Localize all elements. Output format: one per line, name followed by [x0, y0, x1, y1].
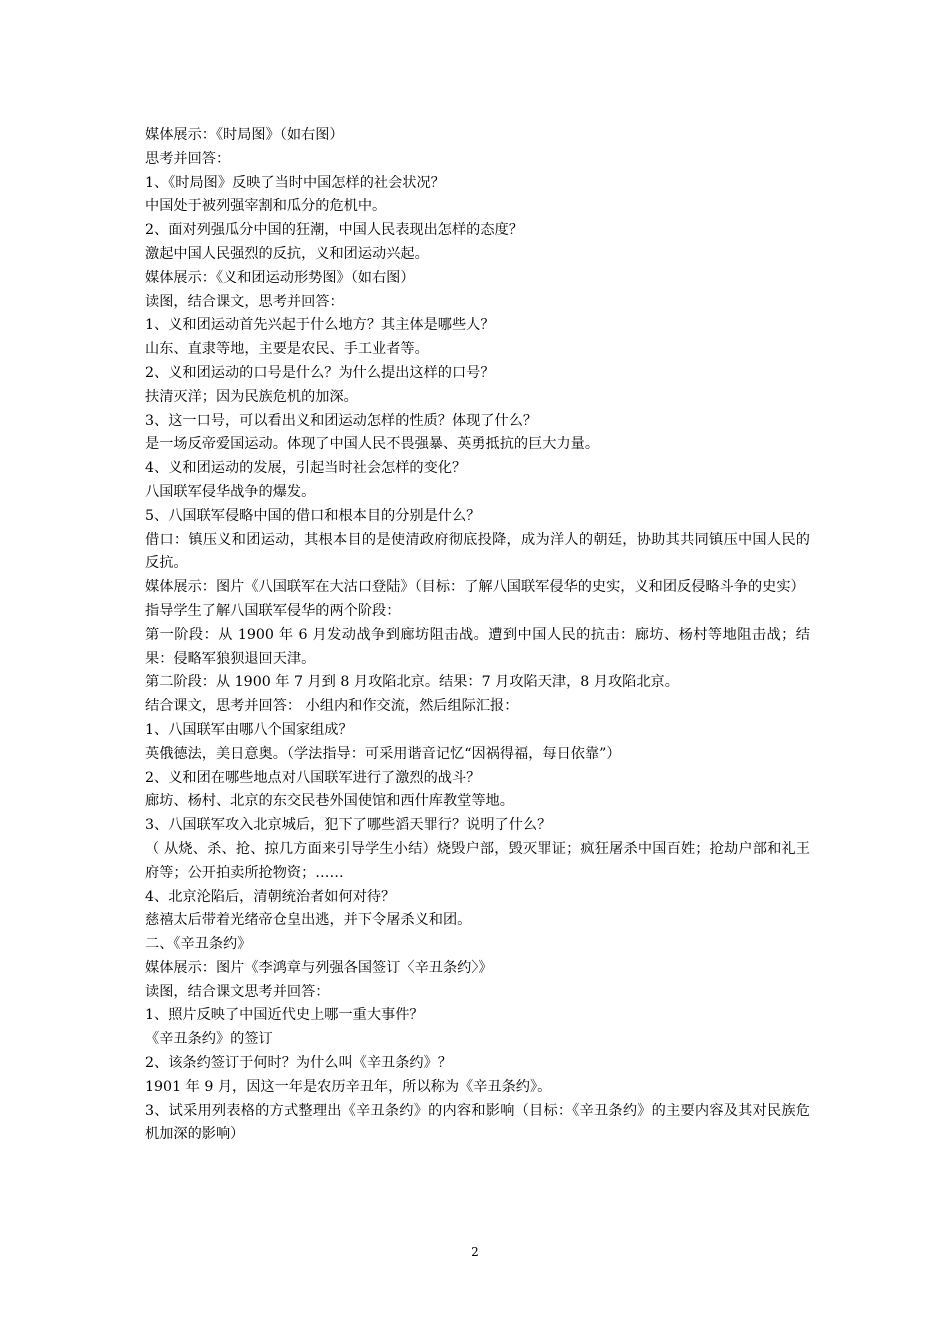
text-line: 激起中国人民强烈的反抗，义和团运动兴起。	[145, 245, 429, 262]
text-line: 2、该条约签订于何时？为什么叫《辛丑条约》？	[145, 1055, 452, 1072]
text-line: 1、八国联军由哪八个国家组成？	[145, 721, 353, 738]
text-paragraph: 3、试采用列表格的方式整理出《辛丑条约》的内容和影响（目标：《辛丑条约》的主要内容及其对民族危机加深的影响）	[145, 1102, 810, 1143]
text-paragraph: （ 从烧、杀、抢、掠几方面来引导学生小结）烧毁户部，毁灭罪证；疯狂屠杀中国百姓；抢劫户部和礼王府等；公开拍卖所抢物资；……	[145, 840, 810, 881]
text-line: 3、这一口号，可以看出义和团运动怎样的性质？体现了什么？	[145, 412, 538, 429]
text-paragraph: 借口：镇压义和团运动，其根本目的是使清政府彻底投降，成为洋人的朝廷，协助其共同镇压中国人民的反抗。	[145, 531, 810, 572]
text-line: 2、义和团运动的口号是什么？为什么提出这样的口号？	[145, 364, 495, 381]
text-line: 2、面对列强瓜分中国的狂潮，中国人民表现出怎样的态度？	[145, 222, 523, 239]
text-line: 扶清灭洋；因为民族危机的加深。	[145, 388, 358, 405]
text-line: 慈禧太后带着光绪帝仓皇出逃，并下令屠杀义和团。	[145, 912, 472, 929]
text-line: 八国联军侵华战争的爆发。	[145, 483, 316, 500]
text-line: 结合课文，思考并回答： 小组内和作交流，然后组际汇报：	[145, 698, 519, 715]
text-paragraph: 第一阶段：从 1900 年 6 月发动战争到廊坊阻击战。遭到中国人民的抗击：廊坊、杨村等地阻击战；结果：侵略军狼狈退回天津。	[145, 626, 810, 667]
text-line: 廊坊、杨村、北京的东交民巷外国使馆和西什库教堂等地。	[145, 793, 514, 810]
document-body	[145, 124, 810, 1147]
text-line: 1、义和团运动首先兴起于什么地方？其主体是哪些人？	[145, 317, 495, 334]
page-number: 2	[471, 1245, 479, 1259]
text-line: 读图，结合课文，思考并回答：	[145, 293, 344, 310]
text-line: 《辛丑条约》的签订	[145, 1031, 273, 1048]
text-line: 读图，结合课文思考并回答：	[145, 983, 330, 1000]
text-line: 英俄德法，美日意奥。（学法指导：可采用谐音记忆“因祸得福，每日依靠”）	[145, 745, 621, 762]
text-line: 3、八国联军攻入北京城后，犯下了哪些滔天罪行？说明了什么？	[145, 817, 552, 834]
text-line: 1、照片反映了中国近代史上哪一重大事件？	[145, 1007, 424, 1024]
text-line: 山东、直隶等地，主要是农民、手工业者等。	[145, 341, 429, 358]
text-line: 指导学生了解八国联军侵华的两个阶段：	[145, 602, 401, 619]
text-line: 4、北京沦陷后，清朝统治者如何对待？	[145, 888, 396, 905]
text-line: 1、《时局图》反映了当时中国怎样的社会状况？	[145, 174, 445, 191]
text-line: 5、八国联军侵略中国的借口和根本目的分别是什么？	[145, 507, 481, 524]
text-line: 1901 年 9 月，因这一年是农历辛丑年，所以称为《辛丑条约》。	[145, 1078, 552, 1095]
text-paragraph: 媒体展示：图片《八国联军在大沽口登陆》（目标：了解八国联军侵华的史实，义和团反侵略斗争的史实）	[145, 579, 805, 596]
text-line: 媒体展示：《时局图》（如右图）	[145, 127, 344, 143]
text-line: 中国处于被列强宰割和瓜分的危机中。	[145, 198, 387, 215]
text-line: 2、义和团在哪些地点对八国联军进行了激烈的战斗？	[145, 769, 481, 786]
text-line: 思考并回答：	[145, 150, 231, 167]
text-line: 4、义和团运动的发展，引起当时社会怎样的变化？	[145, 460, 467, 477]
text-line: 是一场反帝爱国运动。体现了中国人民不畏强暴、英勇抵抗的巨大力量。	[145, 436, 600, 453]
text-line: 媒体展示：《义和团运动形势图》（如右图）	[145, 269, 415, 286]
text-line: 媒体展示：图片《李鸿章与列强各国签订〈辛丑条约〉》	[145, 959, 493, 976]
section-heading: 二、《辛丑条约》	[145, 936, 252, 953]
text-line: 第二阶段：从 1900 年 7 月到 8 月攻陷北京。结果：7 月攻陷天津，8 月攻陷北京。	[145, 674, 679, 691]
